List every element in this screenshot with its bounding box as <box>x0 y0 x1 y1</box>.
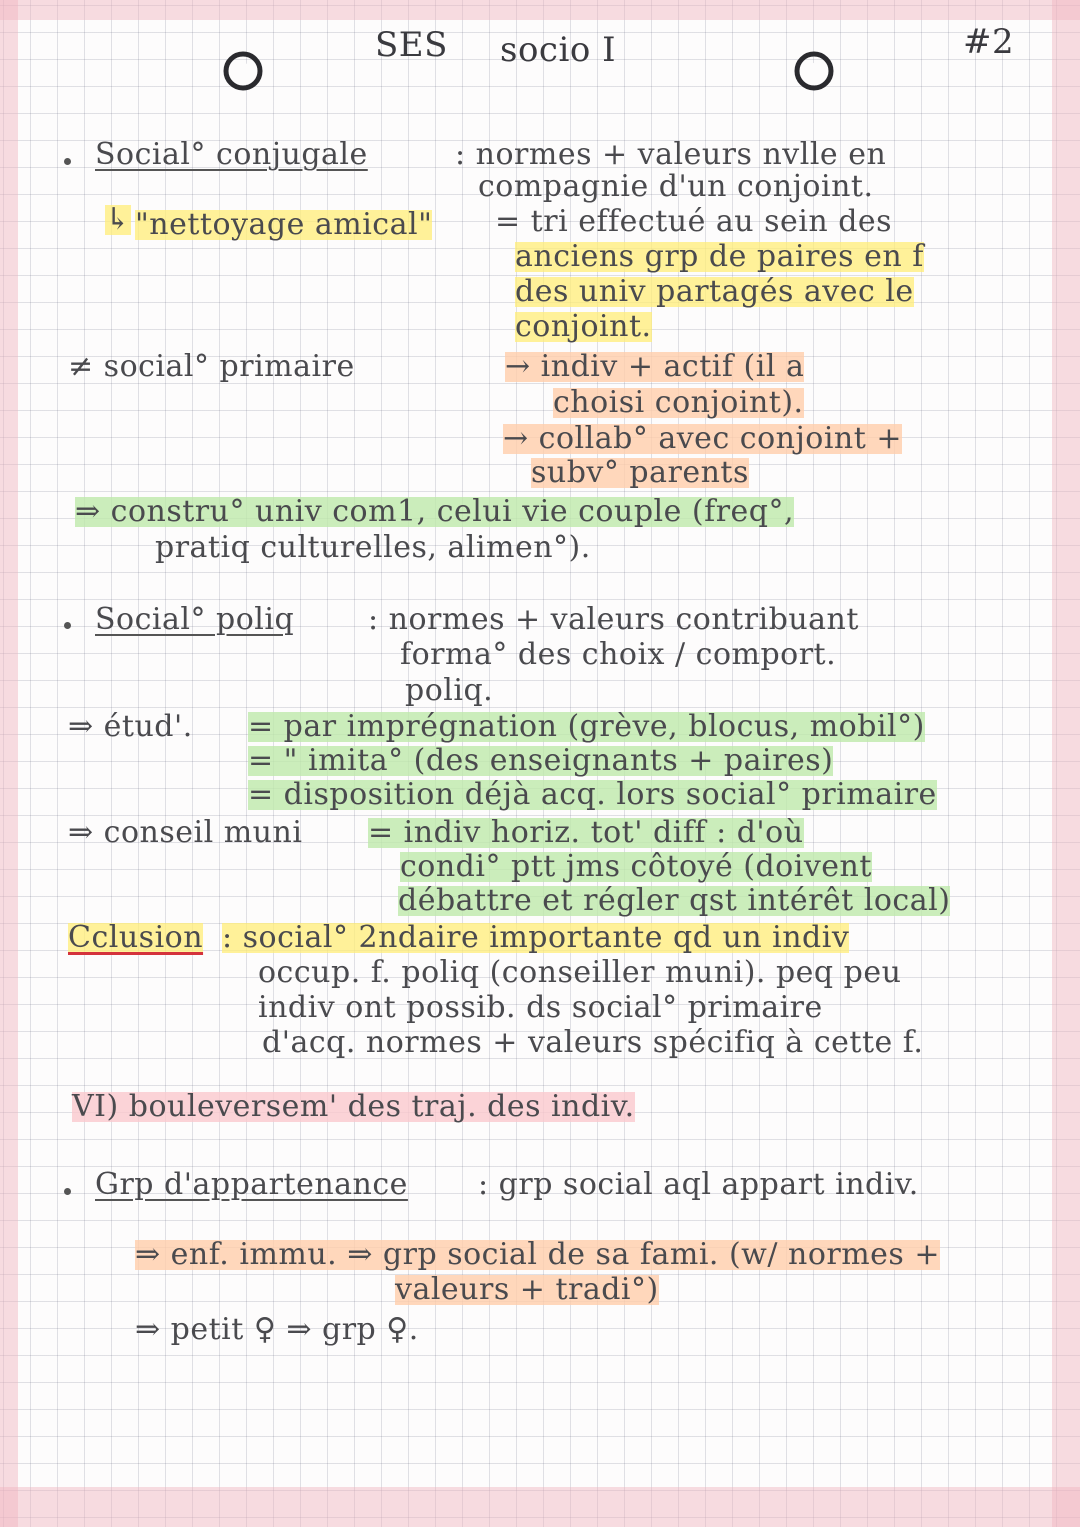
bullet-dot <box>64 1188 71 1195</box>
def-conjugale-line-2: compagnie d'un conjoint. <box>478 169 874 204</box>
section-vi-heading: VI) bouleversem' des traj. des indiv. <box>72 1089 635 1124</box>
def-conjugale-line-1: : normes + valeurs nvlle en <box>455 137 887 172</box>
arrow-icon: ↳ <box>105 202 131 237</box>
etudiant-point-2: = " imita° (des enseignants + paires) <box>248 743 834 778</box>
binder-hole-left-icon <box>222 50 264 92</box>
page-number: #2 <box>963 22 1015 62</box>
binder-hole-right-icon <box>793 50 835 92</box>
conclusion-line-4: d'acq. normes + valeurs spécifiq à cette f. <box>262 1025 924 1060</box>
conclusion-conjugale-line-1: ⇒ constru° univ com1, celui vie couple (freq°, <box>75 494 795 529</box>
def-nettoyage-line-4: conjoint. <box>515 309 652 344</box>
def-politique-line-1: : normes + valeurs contribuant <box>368 602 859 637</box>
conclusion-line-2: occup. f. poliq (conseiller muni). peq peu <box>258 955 902 990</box>
def-politique-line-2: forma° des choix / comport. <box>400 637 837 672</box>
contrast-point-2-line-1: → collab° avec conjoint + <box>503 421 902 456</box>
term-nettoyage-amical: "nettoyage amical" <box>135 207 433 242</box>
etudiant-point-3: = disposition déjà acq. lors social° primaire <box>248 777 937 812</box>
conclusion-line-1: : social° 2ndaire importante qd un indiv <box>222 920 850 955</box>
term-grp-appartenance: Grp d'appartenance <box>95 1167 408 1202</box>
example-enfant-line-2: valeurs + tradi°) <box>395 1272 659 1307</box>
def-nettoyage-line-1: = tri effectué au sein des <box>495 204 893 239</box>
bullet-dot <box>64 622 71 629</box>
page-margin-right <box>1052 0 1080 1527</box>
contrast-point-1-line-2: choisi conjoint). <box>553 385 804 420</box>
def-nettoyage-line-3: des univ partagés avec le <box>515 274 914 309</box>
conseil-point-line-3: débattre et régler qst intérêt local) <box>398 883 951 918</box>
def-politique-line-3: poliq. <box>405 673 494 708</box>
contrast-point-1-line-1: → indiv + actif (il a <box>505 349 805 384</box>
page-margin-top <box>0 0 1080 20</box>
contrast-point-2-line-2: subv° parents <box>531 455 749 490</box>
conseil-point-line-2: condi° ptt jms côtoyé (doivent <box>400 849 872 884</box>
term-social-conjugale: Social° conjugale <box>95 137 368 172</box>
conseil-municipal-label: ⇒ conseil muni <box>68 815 303 850</box>
term-social-politique: Social° poliq <box>95 602 295 637</box>
page-margin-bottom <box>0 1487 1080 1527</box>
conclusion-label: Cclusion <box>68 920 204 955</box>
title-socio: socio I <box>500 30 617 70</box>
bullet-dot <box>64 158 71 165</box>
etudiant-point-1: = par imprégnation (grève, blocus, mobil°) <box>248 709 925 744</box>
page-margin-left <box>0 0 18 1527</box>
def-nettoyage-line-2: anciens grp de paires en f <box>515 239 924 274</box>
example-enfant-line-1: ⇒ enf. immu. ⇒ grp social de sa fami. (w/ normes + <box>135 1237 940 1272</box>
contrast-social-primaire: ≠ social° primaire <box>68 349 355 384</box>
etudiant-label: ⇒ étud'. <box>68 709 193 744</box>
conseil-point-line-1: = indiv horiz. tot' diff : d'où <box>368 815 804 850</box>
conclusion-line-3: indiv ont possib. ds social° primaire <box>258 990 823 1025</box>
def-grp-appartenance: : grp social aql appart indiv. <box>478 1167 919 1202</box>
example-petite-fille: ⇒ petit ♀ ⇒ grp ♀. <box>135 1312 419 1347</box>
title-ses: SES <box>375 25 448 65</box>
conclusion-conjugale-line-2: pratiq culturelles, alimen°). <box>155 530 591 565</box>
